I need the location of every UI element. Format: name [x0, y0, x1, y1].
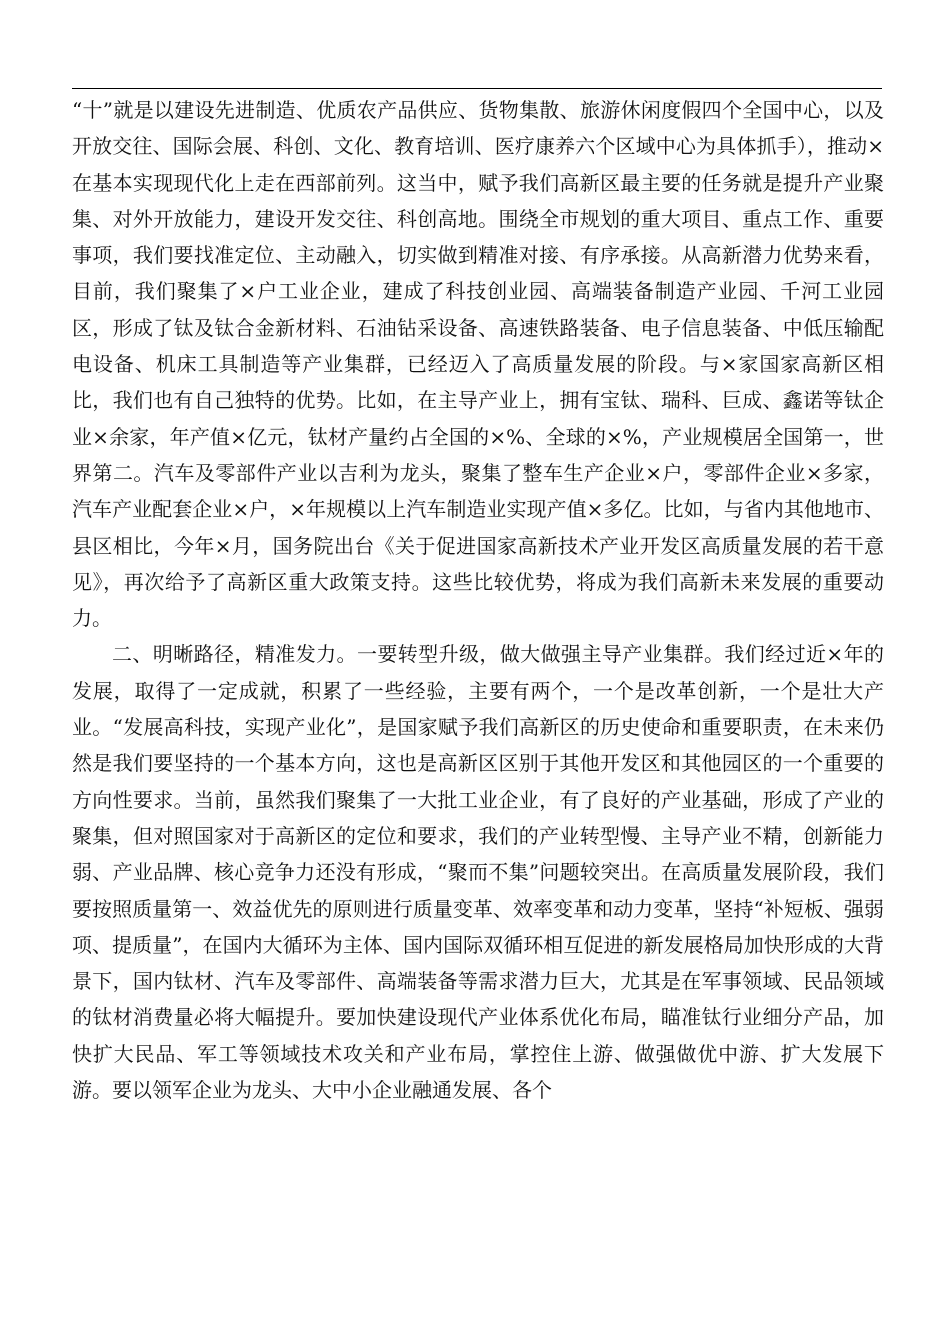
document-body [72, 92, 884, 1108]
header-rule [72, 88, 882, 89]
paragraph-continued: “十”就是以建设先进制造、优质农产品供应、货物集散、旅游休闲度假四个全国中心，以及开放交往、国际会展、科创、文化、教育培训、医疗康养六个区域中心为具体抓手），推动×在基本实现现代化上走在西部前列。这当中，赋予我们高新区最主要的任务就是提升产业聚集、对外开放能力，建设开发交往、科创高地。围绕全市规划的重大项目、重点工作、重要事项，我们要找准定位、主动融入，切实做到精准对接、有序承接。从高新潜力优势来看，目前，我们聚集了×户工业企业，建成了科技创业园、高端装备制造产业园、千河工业园区，形成了钛及钛合金新材料、石油钻采设备、高速铁路装备、电子信息装备、中低压输配电设备、机床工具制造等产业集群，已经迈入了高质量发展的阶段。与×家国家高新区相比，我们也有自己独特的优势。比如，在主导产业上，拥有宝钛、瑞科、巨成、鑫诺等钛企业×余家，年产值×亿元，钛材产量约占全国的×%、全球的×%，产业规模居全国第一，世界第二。汽车及零部件产业以吉利为龙头，聚集了整车生产企业×户，零部件企业×多家，汽车产业配套企业×户，×年规模以上汽车制造业实现产值×多亿。比如，与省内其他地市、县区相比，今年×月，国务院出台《关于促进国家高新技术产业开发区高质量发展的若干意见》，再次给予了高新区重大政策支持。这些比较优势，将成为我们高新未来发展的重要动力。 [72, 98, 884, 631]
paragraph-section-two: 二、明晰路径，精准发力。一要转型升级，做大做强主导产业集群。我们经过近×年的发展，取得了一定成就，积累了一些经验，主要有两个，一个是改革创新，一个是壮大产业。“发展高科技，实现产业化”，是国家赋予我们高新区的历史使命和重要职责，在未来仍然是我们要坚持的一个基本方向，这也是高新区区别于其他开发区和其他园区的一个重要的方向性要求。当前，虽然我们聚集了一大批工业企业，有了良好的产业基础，形成了产业的聚集，但对照国家对于高新区的定位和要求，我们的产业转型慢、主导产业不精，创新能力弱、产业品牌、核心竞争力还没有形成，“聚而不集”问题较突出。在高质量发展阶段，我们要按照质量第一、效益优先的原则进行质量变革、效率变革和动力变革，坚持“补短板、强弱项、提质量”，在国内大循环为主体、国内国际双循环相互促进的新发展格局加快形成的大背景下，国内钛材、汽车及零部件、高端装备等需求潜力巨大，尤其是在军事领域、民品领域的钛材消费量必将大幅提升。要加快建设现代产业体系优化布局，瞄准钛行业细分产品，加快扩大民品、军工等领域技术攻关和产业布局，掌控住上游、做强做优中游、扩大发展下游。要以领军企业为龙头、大中小企业融通发展、各个 [72, 642, 884, 1103]
